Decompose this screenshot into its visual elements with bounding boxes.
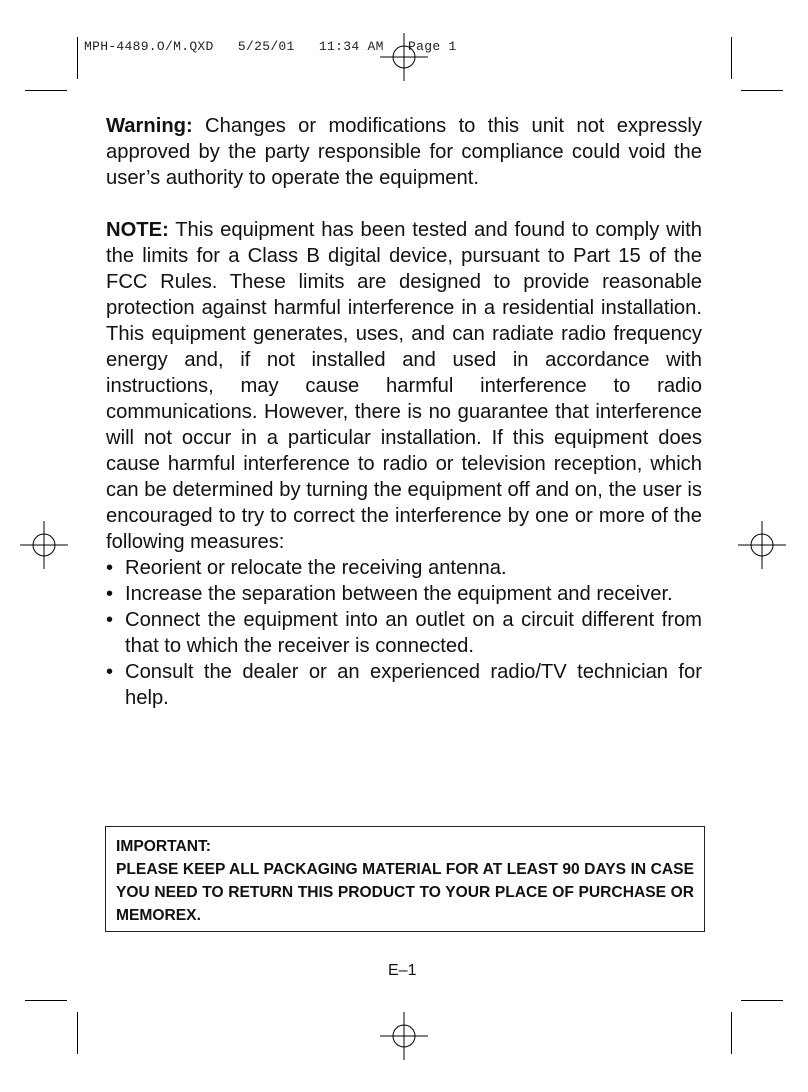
note-paragraph (106, 217, 702, 555)
important-label: IMPORTANT: (116, 838, 211, 855)
registration-mark-top-icon (380, 33, 428, 81)
note-label: NOTE: (106, 219, 169, 241)
document-body (106, 113, 702, 711)
list-item (106, 659, 702, 711)
list-item-text: Consult the dealer or an experienced radio/TV technician for help. (125, 661, 702, 709)
warning-paragraph (106, 113, 702, 191)
registration-mark-right-icon (738, 521, 786, 569)
crop-mark-top-left-horizontal (25, 90, 67, 91)
bullet-icon: • (106, 583, 114, 605)
crop-mark-top-right-vertical (731, 37, 732, 79)
warning-label: Warning: (106, 115, 193, 137)
note-text: This equipment has been tested and found to comply with the limits for a Class B digital device, pursuant to Part 15 of the FCC Rules. These limits are designed to provide reasonable protection against harmful interference in a residential installation. This equipment generates, uses, and can radiate radio frequency energy and, if not installed and used in accordance with instructions, may cause harmful interference to radio communications. However, there is no guarantee that interference will not occur in a particular installation. If this equipment does cause harmful interference to radio or television reception, which can be determined by turning the equipment off and on, the user is encouraged to try to correct the interference by one or more of the following measures: (106, 219, 702, 553)
warning-text: Changes or modifications to this unit not expressly approved by the party responsible for compliance could void the user’s authority to operate the equipment. (106, 115, 702, 189)
page-number: E–1 (388, 962, 417, 979)
crop-mark-bottom-right-horizontal (741, 1000, 783, 1001)
list-item-text: Reorient or relocate the receiving antenna. (125, 557, 507, 579)
crop-mark-bottom-right-vertical (731, 1012, 732, 1054)
bullet-icon: • (106, 557, 114, 579)
important-text: PLEASE KEEP ALL PACKAGING MATERIAL FOR AT LEAST 90 DAYS IN CASE YOU NEED TO RETURN THIS PRODUCT TO YOUR PLACE OF PURCHASE OR MEMOREX. (116, 861, 694, 924)
list-item (106, 607, 702, 659)
list-item-text: Connect the equipment into an outlet on a circuit different from that to which the receiver is connected. (125, 609, 702, 657)
crop-mark-top-left-vertical (77, 37, 78, 79)
measures-list (106, 555, 702, 711)
list-item (106, 581, 702, 607)
crop-mark-top-right-horizontal (741, 90, 783, 91)
crop-mark-bottom-left-horizontal (25, 1000, 67, 1001)
registration-mark-bottom-icon (380, 1012, 428, 1060)
crop-mark-bottom-left-vertical (77, 1012, 78, 1054)
bullet-icon: • (106, 609, 114, 631)
bullet-icon: • (106, 661, 114, 683)
list-item (106, 555, 702, 581)
registration-mark-left-icon (20, 521, 68, 569)
list-item-text: Increase the separation between the equipment and receiver. (125, 583, 673, 605)
important-notice-box (105, 826, 705, 932)
print-slug: MPH-4489.O/M.QXD 5/25/01 11:34 AM Page 1 (84, 39, 457, 54)
